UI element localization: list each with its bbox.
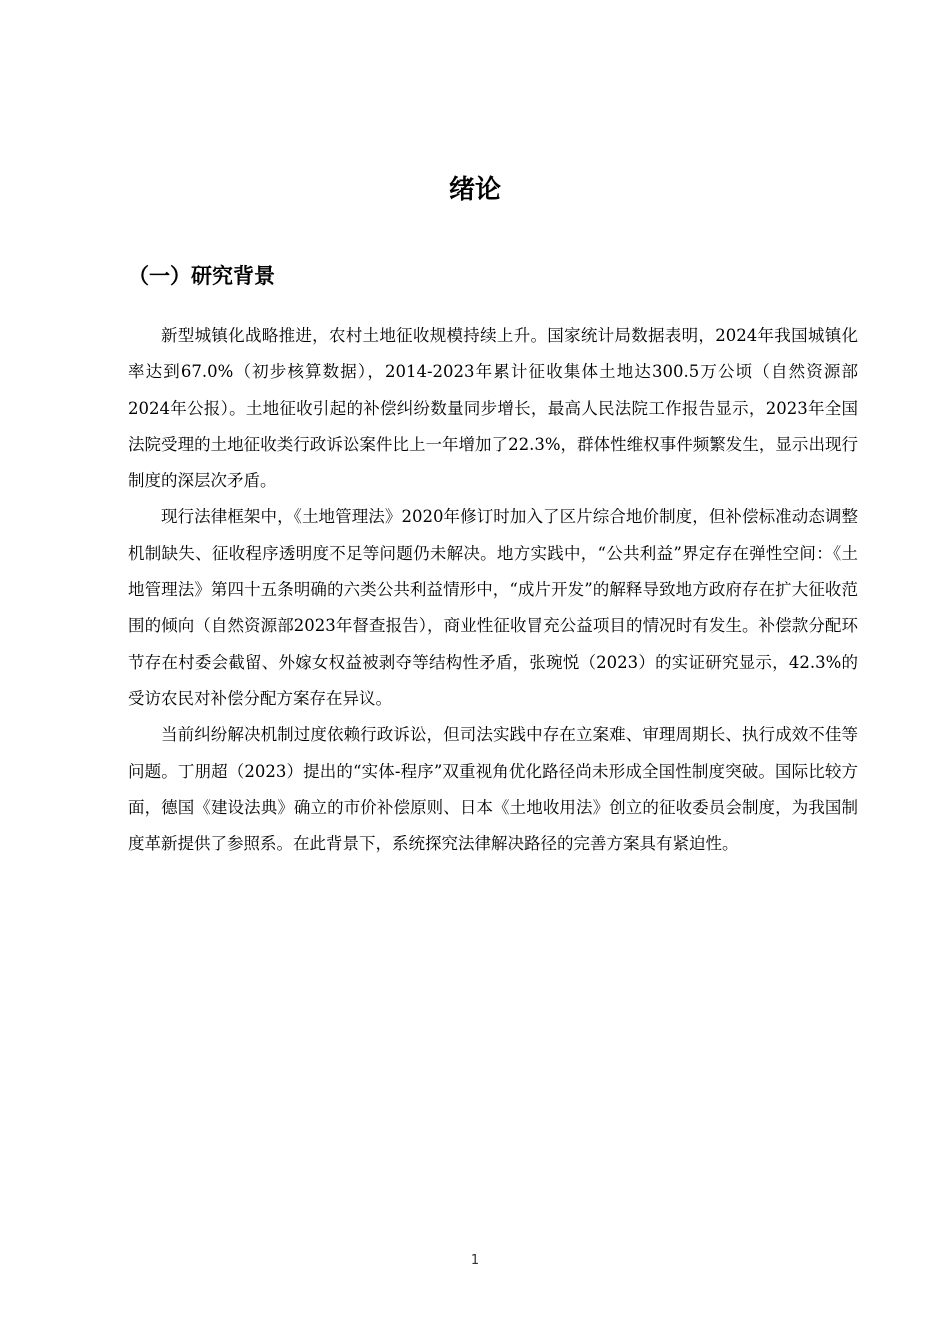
page-number: 1: [470, 1253, 480, 1268]
body-text: [128, 318, 858, 862]
section-title: （一）研究背景: [128, 264, 275, 288]
chapter-title: 绪论: [448, 175, 501, 205]
paragraph: 新型城镇化战略推进，农村土地征收规模持续上升。国家统计局数据表明，2024年我国城镇化率达到67.0%（初步核算数据），2014-2023年累计征收集体土地达300.5万公顷（自然资源部2024年公报）。土地征收引起的补偿纠纷数量同步增长，最高人民法院工作报告显示，2023年全国法院受理的土地征收类行政诉讼案件比上一年增加了22.3%，群体性维权事件频繁发生，显示出现行制度的深层次矛盾。: [128, 326, 858, 491]
paragraph: 当前纠纷解决机制过度依赖行政诉讼，但司法实践中存在立案难、审理周期长、执行成效不佳等问题。丁朋超（2023）提出的“实体-程序”双重视角优化路径尚未形成全国性制度突破。国际比较方面，德国《建设法典》确立的市价补偿原则、日本《土地收用法》创立的征收委员会制度，为我国制度革新提供了参照系。在此背景下，系统探究法律解决路径的完善方案具有紧迫性。: [128, 725, 858, 854]
paragraph: 现行法律框架中，《土地管理法》2020年修订时加入了区片综合地价制度，但补偿标准动态调整机制缺失、征收程序透明度不足等问题仍未解决。地方实践中，“公共利益”界定存在弹性空间：《土地管理法》第四十五条明确的六类公共利益情形中，“成片开发”的解释导致地方政府存在扩大征收范围的倾向（自然资源部2023年督查报告），商业性征收冒充公益项目的情况时有发生。补偿款分配环节存在村委会截留、外嫁女权益被剥夺等结构性矛盾，张琬悦（2023）的实证研究显示，42.3%的受访农民对补偿分配方案存在异议。: [128, 507, 858, 708]
